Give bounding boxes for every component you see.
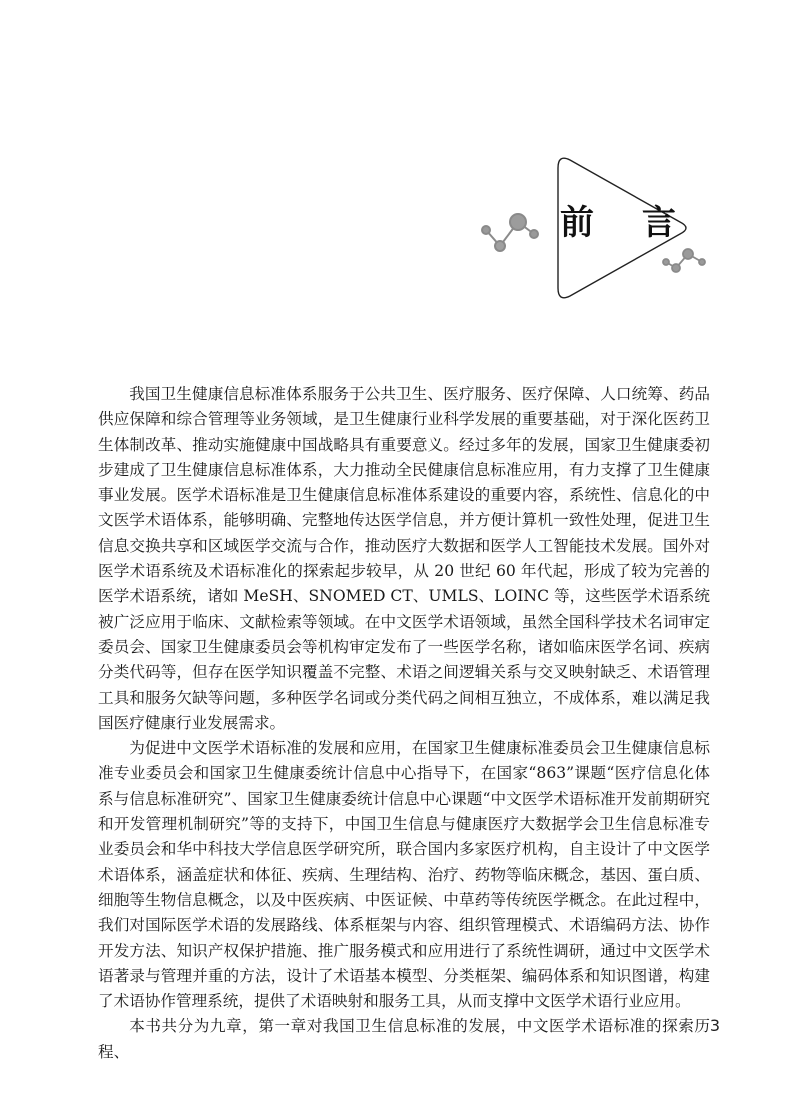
- molecule-icon-right: [663, 249, 705, 272]
- paragraph: 我国卫生健康信息标准体系服务于公共卫生、医疗服务、医疗保障、人口统筹、药品供应保障和综合管理等业务领域，是卫生健康行业科学发展的重要基础，对于深化医药卫生体制改革、推动实施健康中国战略具有重要意义。经过多年的发展，国家卫生健康委初步建成了卫生健康信息标准体系，大力推动全民健康信息标准应用，有力支撑了卫生健康事业发展。医学术语标准是卫生健康信息标准体系建设的重要内容，系统性、信息化的中文医学术语体系，能够明确、完整地传达医学信息，并方便计算机一致性处理，促进卫生信息交换共享和区域医学交流与合作，推动医疗大数据和医学人工智能技术发展。国外对医学术语系统及术语标准化的探索起步较早，从 20 世纪 60 年代起，形成了较为完善的医学术语系统，诸如 MeSH、SNOMED CT、UMLS、LOINC 等，这些医学术语系统被广泛应用于临床、文献检索等领域。在中文医学术语领域，虽然全国科学技术名词审定委员会、国家卫生健康委员会等机构审定发布了一些医学名称，诸如临床医学名词、疾病分类代码等，但存在医学知识覆盖不完整、术语之间逻辑关系与交叉映射缺乏、术语管理工具和服务欠缺等问题，多种医学名词或分类代码之间相互独立，不成体系，难以满足我国医疗健康行业发展需求。: [98, 385, 710, 732]
- preface-body: [98, 382, 710, 1065]
- page-number: 3: [709, 1016, 720, 1035]
- paragraph: 本书共分为九章，第一章对我国卫生信息标准的发展，中文医学术语标准的探索历程、: [98, 1017, 710, 1061]
- molecule-icon-left: [482, 214, 538, 251]
- paragraph: 为促进中文医学术语标准的发展和应用，在国家卫生健康标准委员会卫生健康信息标准专业委员会和国家卫生健康委统计信息中心指导下，在国家“863”课题“医疗信息化体系与信息标准研究”、国家卫生健康委统计信息中心课题“中文医学术语标准开发前期研究和开发管理机制研究”等的支持下，中国卫生信息与健康医疗大数据学会卫生信息标准专业委员会和华中科技大学信息医学研究所，联合国内多家医疗机构，自主设计了中文医学术语体系，涵盖症状和体征、疾病、生理结构、治疗、药物等临床概念，基因、蛋白质、细胞等生物信息概念，以及中医疾病、中医证候、中草药等传统医学概念。在此过程中，我们对国际医学术语的发展路线、体系框架与内容、组织管理模式、术语编码方法、协作开发方法、知识产权保护措施、推广服务模式和应用进行了系统性调研，通过中文医学术语著录与管理并重的方法，设计了术语基本模型、分类框架、编码体系和知识图谱，构建了术语协作管理系统，提供了术语映射和服务工具，从而支撑中文医学术语行业应用。: [98, 739, 710, 1011]
- page-title: 前 言: [560, 203, 694, 243]
